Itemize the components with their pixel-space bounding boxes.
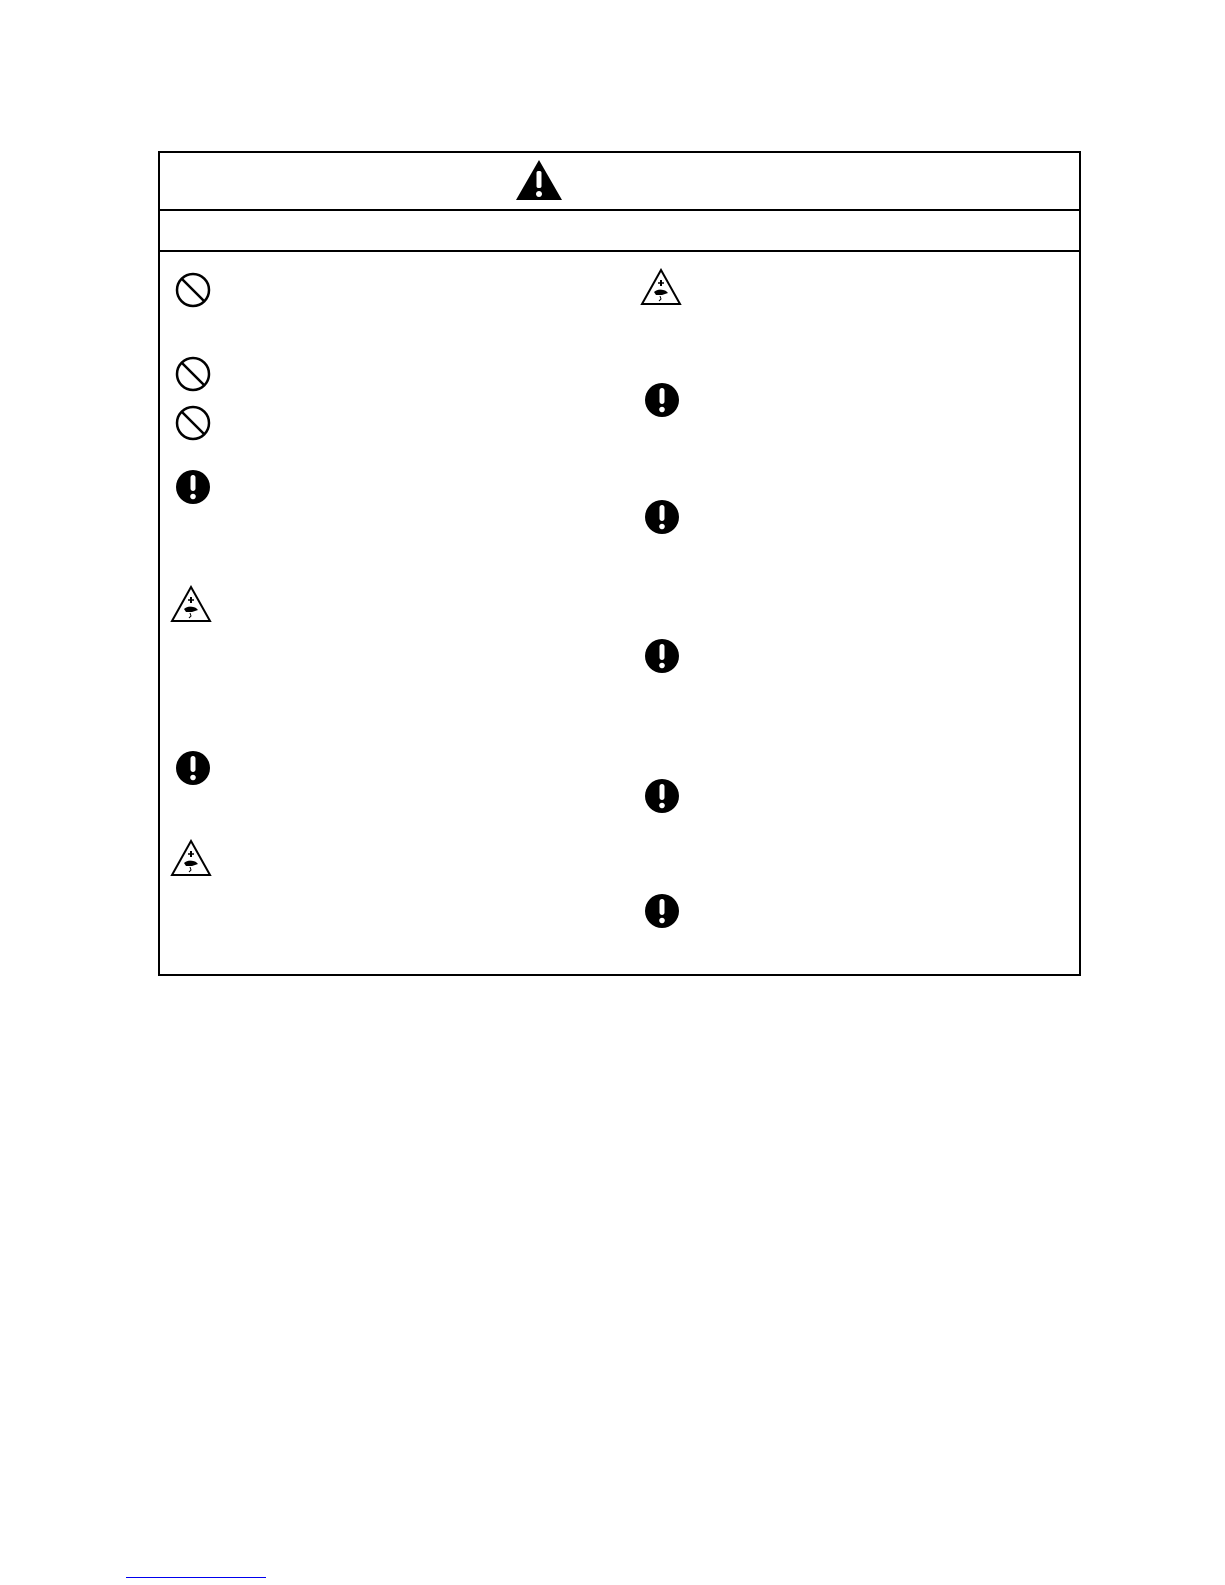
- mandatory-action-icon: [644, 638, 680, 674]
- warning-panel-body: [160, 252, 1079, 974]
- prohibited-icon: [175, 272, 211, 308]
- mandatory-action-icon: [644, 893, 680, 929]
- hand-injury-warning-icon: [170, 839, 212, 877]
- prohibited-icon: [175, 356, 211, 392]
- footer-link-underline: [126, 1577, 266, 1578]
- hand-injury-warning-icon: [170, 585, 212, 623]
- mandatory-action-icon: [644, 382, 680, 418]
- mandatory-action-icon: [644, 499, 680, 535]
- mandatory-action-icon: [175, 750, 211, 786]
- prohibited-icon: [175, 405, 211, 441]
- warning-panel-header: [160, 153, 1079, 211]
- warning-panel-subheader: [160, 211, 1079, 252]
- warning-triangle-icon: [514, 158, 564, 202]
- mandatory-action-icon: [175, 469, 211, 505]
- hand-injury-warning-icon: [640, 268, 682, 306]
- mandatory-action-icon: [644, 778, 680, 814]
- warning-panel: [158, 151, 1081, 976]
